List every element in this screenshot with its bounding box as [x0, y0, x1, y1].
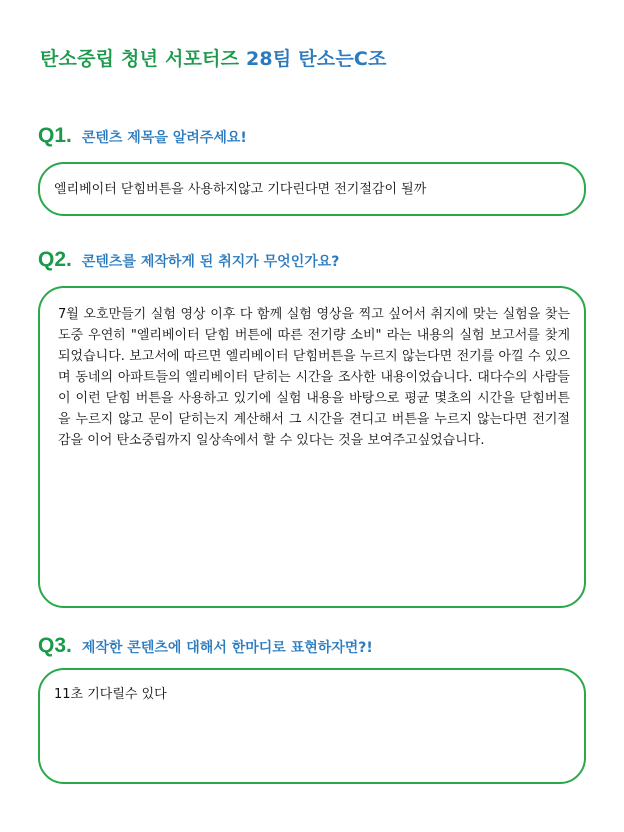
answer-box-2 — [38, 286, 586, 608]
answer-box-3 — [38, 668, 586, 784]
team-name: 28팀 탄소는C조 — [246, 48, 387, 70]
question-text: 콘텐츠를 제작하게 된 취지가 무엇인가요? — [81, 254, 340, 270]
answer-box-1 — [38, 162, 586, 216]
question-text: 콘텐츠 제목을 알려주세요! — [81, 130, 247, 146]
question-number: Q2. — [38, 248, 72, 271]
answer-text: 7월 오호만들기 실험 영상 이후 다 함께 실험 영상을 찍고 싶어서 취지에 맞는 실험을 찾는도중 우연히 "엘리베이터 닫힘 버튼에 따른 전기량 소비" 라는 내용의 실험 보고서를 찾게 되었습니다. 보고서에 따르면 엘리베이터 닫힘버튼을 누르지 않는다면 전기를 아낄 수 있으며 동네의 아파트들의 엘리베이터 닫히는 시간을 조사한 내용이었습니다. 대다수의 사람들이 이런 닫힘 버튼을 사용하고 있기에 실험 내용을 바탕으로 평균 몇초의 시간을 닫힘버튼을 누르지 않고 문이 닫히는지 계산해서 그 시간을 견디고 버튼을 누르지 않는다면 전기절감을 이어 탄소중립까지 일상속에서 할 수 있다는 것을 보여주고싶었습니다. — [58, 307, 570, 448]
page-title — [40, 44, 387, 71]
title-prefix: 탄소중립 청년 서포터즈 — [40, 48, 246, 70]
question-2 — [38, 248, 339, 272]
answer-text: 엘리베이터 닫힘버튼을 사용하지않고 기다린다면 전기절감이 될까 — [54, 182, 427, 197]
question-text: 제작한 콘텐츠에 대해서 한마디로 표현하자면?! — [81, 640, 373, 656]
question-1 — [38, 124, 247, 148]
answer-text: 11초 기다릴수 있다 — [54, 687, 167, 702]
question-3 — [38, 634, 373, 658]
question-number: Q3. — [38, 634, 72, 657]
question-number: Q1. — [38, 124, 72, 147]
